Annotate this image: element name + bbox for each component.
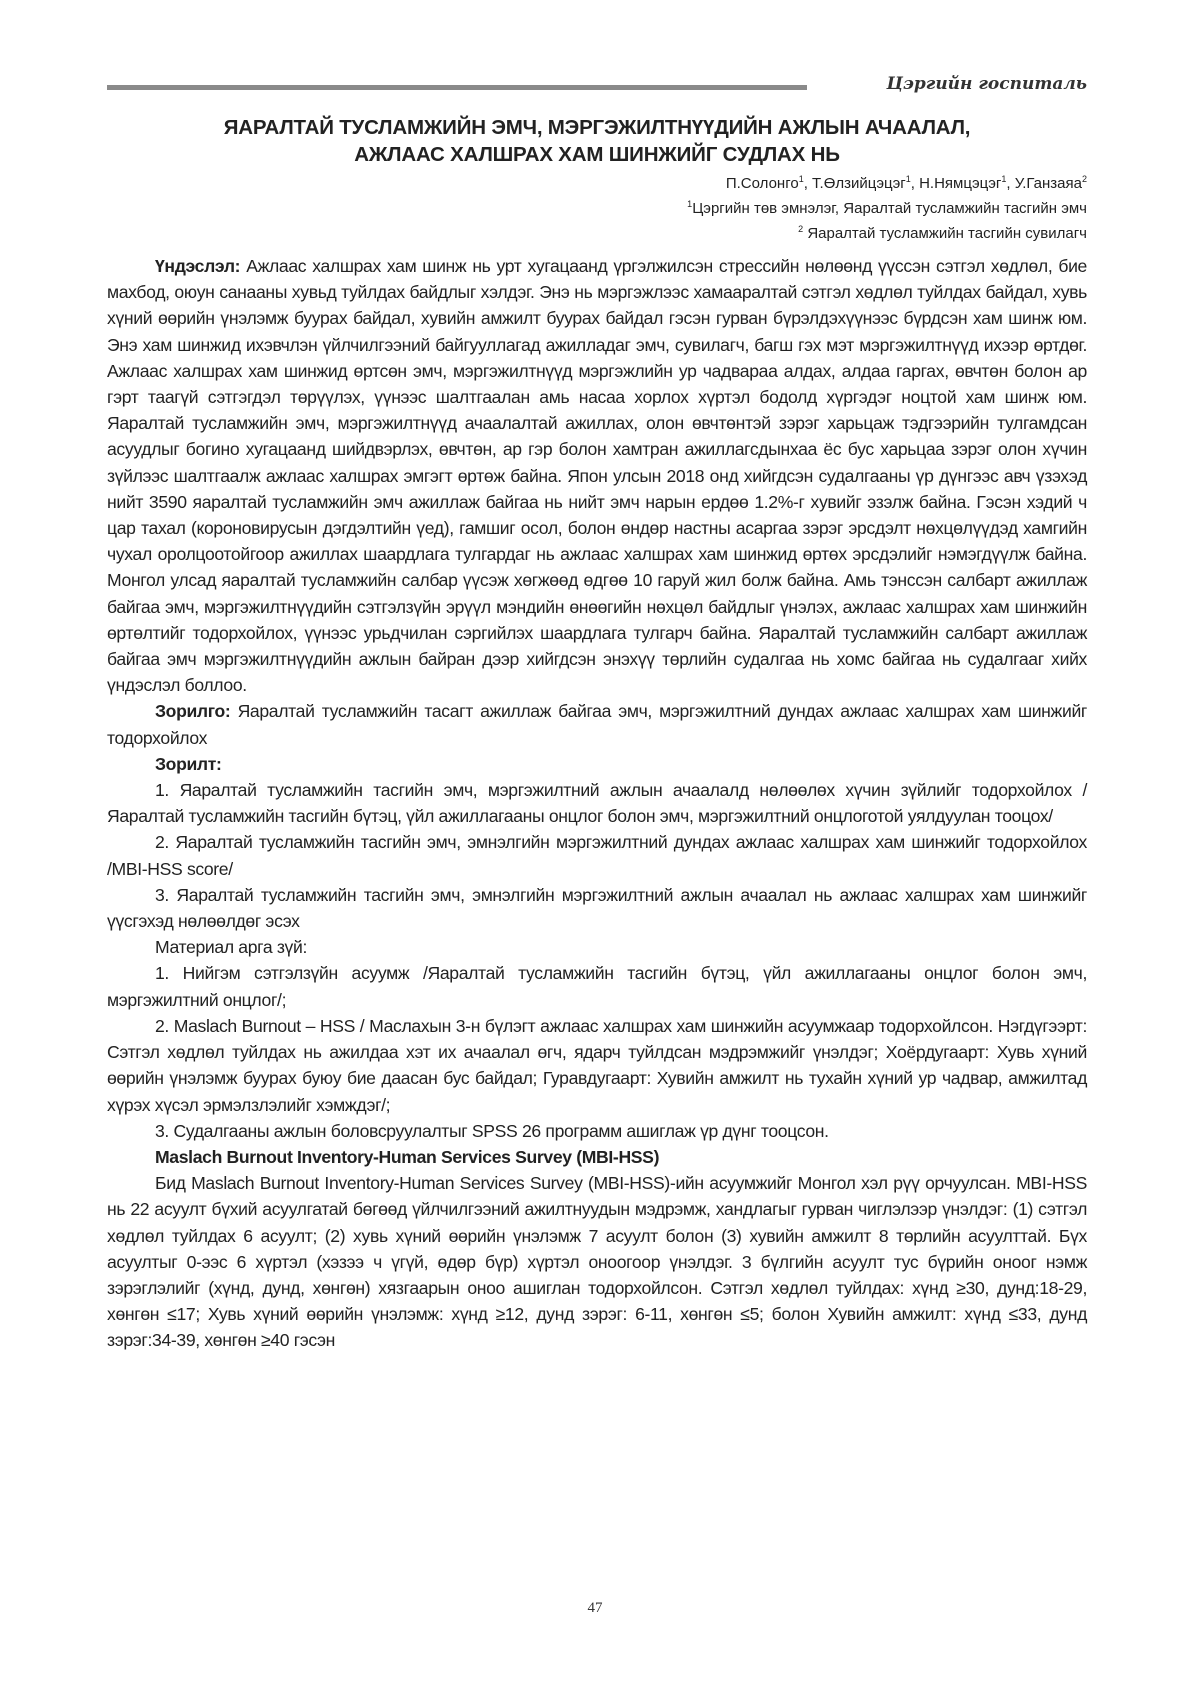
background-label: Үндэслэл:: [155, 256, 241, 276]
affiliation-text: Цэргийн төв эмнэлэг, Яаралтай тусламжийн тасгийн эмч: [692, 200, 1087, 217]
objective-item: 1. Яаралтай тусламжийн тасгийн эмч, мэргэжилтний ажлын ачаалалд нөлөөлөх хүчин зүйлийг тодорхойлох /Яаралтай тусламжийн тасгийн бүтэц, үйл ажиллагааны онцлог болон эмч, мэргэжилтний онцлоготой уялдуулан тооцох/: [107, 780, 1087, 827]
journal-name: Цэргийн госпиталь: [886, 74, 1087, 94]
author-names: П.Солонго$^1$, Т.Өлзийцэцэг$^1$, Н.Нямцэцэг$^1$, У.Ганзаяа$^2$: [725, 174, 1087, 192]
affiliation-sup: 1: [687, 199, 693, 209]
goal-label: Зорилго:: [155, 701, 231, 722]
header-rule: [107, 85, 807, 90]
objective-item: 2. Яаралтай тусламжийн тасгийн эмч, эмнэлгийн мэргэжилтний дундах ажлаас халшрах хам шинжийг тодорхойлох /MBI-HSS score/: [107, 832, 1087, 879]
author-sup: 1: [798, 174, 804, 184]
author-block: [687, 169, 1087, 244]
method-item: 1. Нийгэм сэтгэлзүйн асуумж /Яаралтай тусламжийн тасгийн бүтэц, үйл ажиллагааны онцлог болон эмч, мэргэжилтний онцлог/;: [107, 963, 1087, 1010]
affiliation-text: Яаралтай тусламжийн тасгийн сувилагч: [803, 225, 1087, 242]
method-item: 2. Maslach Burnout – HSS / Маслахын 3-н бүлэгт ажлаас халшрах хам шинжийн асуумжаар тодорхойлсон. Нэгдүгээрт: Сэтгэл хөдлөл туйлдах нь ажилдаа хэт их ачаалал өгч, ядарч туйлдсан мэдрэмжийг үнэлдэг; Хоёрдугаарт: Хувь хүний өөрийн үнэлэмж буурах буюу бие даасан бус байдал; Гуравдугаарт: Хувийн амжилт нь тухайн хүний ур чадвар, амжилтад хүрэх хүсэл эрмэлзлэлийг хэмждэг/;: [107, 1015, 1087, 1115]
affiliation-2: [687, 219, 1087, 244]
author-name: Т.Өлзийцэцэг: [812, 175, 906, 192]
background-paragraph: [107, 253, 1087, 698]
goal-text: Яаралтай тусламжийн тасагт ажиллаж байгаа эмч, мэргэжилтний дундах ажлаас халшрах хам шинжийг тодорхойлох: [107, 701, 1087, 748]
objectives-heading: [107, 751, 1087, 777]
author-sup: 1: [905, 174, 911, 184]
methods-heading: Материал арга зүй:: [155, 937, 308, 958]
method-item: 3. Судалгааны ажлын боловсруулалтыг SPSS 26 программ ашиглаж үр дүнг тооцсон.: [155, 1120, 829, 1141]
running-header: [107, 74, 1087, 100]
mbi-paragraph: Бид Maslach Burnout Inventory-Human Services Survey (MBI-HSS)-ийн асуумжийг Монгол хэл рүү орчуулсан. MBI-HSS нь 22 асуулт бүхий асуулгатай бөгөөд үйлчилгээний ажилтнуудын мэдрэмж, хандлагыг гурван чиглэлээр үнэлдэг: (1) сэтгэл хөдлөл туйлдах 6 асуулт; (2) хувь хүний өөрийн үнэлэмж 7 асуулт болон (3) хувийн амжилт 8 төрлийн асуулттай. Бүх асуултыг 0-ээс 6 хүртэл (хэзээ ч үгүй, өдөр бүр) хүртэл оноогоор үнэлдэг. 3 бүлгийн асуулт тус бүрийн оноог нэмж зэрэглэлийг (хүнд, дунд, хөнгөн) хязгаарын оноо ашиглан тодорхойлсон. Сэтгэл хөдлөл туйлдах: хүнд ≥30, дунд:18-29, хөнгөн ≤17; Хувь хүний өөрийн үнэлэмж: хүнд ≥12, дунд зэрэг: 6-11, хөнгөн ≤5; болон Хувийн амжилт: хүнд ≤33, дунд зэрэг:34-39, хөнгөн ≥40 гэсэн: [107, 1173, 1087, 1351]
title-line-2: АЖЛААС ХАЛШРАХ ХАМ ШИНЖИЙГ СУДЛАХ НЬ: [354, 143, 840, 166]
author-name: П.Солонго: [725, 175, 799, 192]
article-title: [107, 114, 1087, 168]
affiliation-sup: 2: [798, 224, 804, 234]
page-number: 47: [587, 1600, 603, 1616]
objectives-label: Зорилт:: [155, 753, 222, 774]
background-text: Ажлаас халшрах хам шинж нь урт хугацаанд үргэлжилсэн стрессийн нөлөөнд үүссэн сэтгэл хөдлөл, бие махбод, оюун санааны хувьд туйлдах байдлыг хэлдэг. Энэ нь мэргэжлээс хамааралтай сэтгэл хөдлөл туйлдах байдал, хувь хүний өөрийн үнэлэмж буурах байдал, хувийн амжилт буурах байдал гэсэн гурван бүрэлдэхүүнээс бүрдсэн хам шинж юм. Энэ хам шинжид ихэвчлэн үйлчилгээний байгууллагад ажилладаг эмч, сувилагч, багш гэх мэт мэргэжилтнүүд ихээр өртдөг. Ажлаас халшрах хам шинжид өртсөн эмч, мэргэжилтнүүд мэргэжлийн ур чадвараа алдах, алдаа гаргах, өвчтөн болон ар гэрт таагүй сэтгэгдэл төрүүлэх, үүнээс шалтгаалан амь насаа хорлох хүртэл бодолд хүргэдэг ноцтой хам шинж юм. Яаралтай тусламжийн эмч, мэргэжилтнүүд ачаалалтай ажиллах, олон өвчтөнтэй зэрэг харьцаж тэдгээрийн тулгамдсан асуудлыг богино хугацаанд шийдвэрлэх, өвчтөн, ар гэр болон хамтран ажиллагсдынхаа ёс бус харьцаа зэрэг олон хүчин зүйлээс шалтгаалж ажлаас халшрах эмгэгт өртөж байна. Япон улсын 2018 онд хийгдсэн судалгааны үр дүнгээс авч үзэхэд нийт 3590 яаралтай тусламжийн эмч ажиллаж байгаа нь нийт эмч нарын ердөө 1.2%-г хувийг эзэлж байна. Гэсэн хэдий ч цар тахал (короновирусын дэгдэлтийн үед), гамшиг осол, болон өндөр настны асаргаа зэрэг эрсдэлт нөхцөлүүдэд хамгийн чухал оролцоотойгоор ажиллах шаардлага тулгардаг нь ажлаас халшрах хам шинжид өртөх эрсдэлийг нэмэгдүүлж байна. Монгол улсад яаралтай тусламжийн салбар үүсэж хөгжөөд өдгөө 10 гаруй жил болж байна. Амь тэнссэн салбарт ажиллаж байгаа эмч, мэргэжилтнүүдийн сэтгэлзүйн эрүүл мэндийн өнөөгийн нөхцөл байдлыг үнэлэх, ажлаас халшрах хам шинжийн өртөлтийг тодорхойлох, үүнээс урьдчилан сэргийлэх шаардлага тулгарч байна. Яаралтай тусламжийн салбарт ажиллаж байгаа эмч мэргэжилтнүүдийн ажлын байран дээр хийгдсэн энэхүү төрлийн судалгаа нь хомс байгаа нь судалгааг хийх үндэслэл боллоо.: [107, 256, 1087, 696]
mbi-heading-text: Maslach Burnout Inventory-Human Services Survey (MBI-HSS): [155, 1146, 660, 1167]
author-sup: 2: [1081, 174, 1087, 184]
title-line-1: ЯАРАЛТАЙ ТУСЛАМЖИЙН ЭМЧ, МЭРГЭЖИЛТНҮҮДИЙН АЖЛЫН АЧААЛАЛ,: [223, 116, 971, 139]
mbi-heading: [107, 1144, 1087, 1170]
objective-item: 3. Яаралтай тусламжийн тасгийн эмч, эмнэлгийн мэргэжилтний ажлын ачаалал нь ажлаас халшрах хам шинжийг үүсгэхэд нөлөөлдөг эсэх: [107, 884, 1087, 932]
author-name: Н.Нямцэцэг: [919, 175, 1002, 192]
affiliation-1: [687, 194, 1087, 219]
author-name: У.Ганзаяа: [1014, 175, 1082, 192]
author-sup: 1: [1001, 174, 1007, 184]
article-body: [107, 253, 1087, 1354]
goal-paragraph: [107, 698, 1087, 750]
